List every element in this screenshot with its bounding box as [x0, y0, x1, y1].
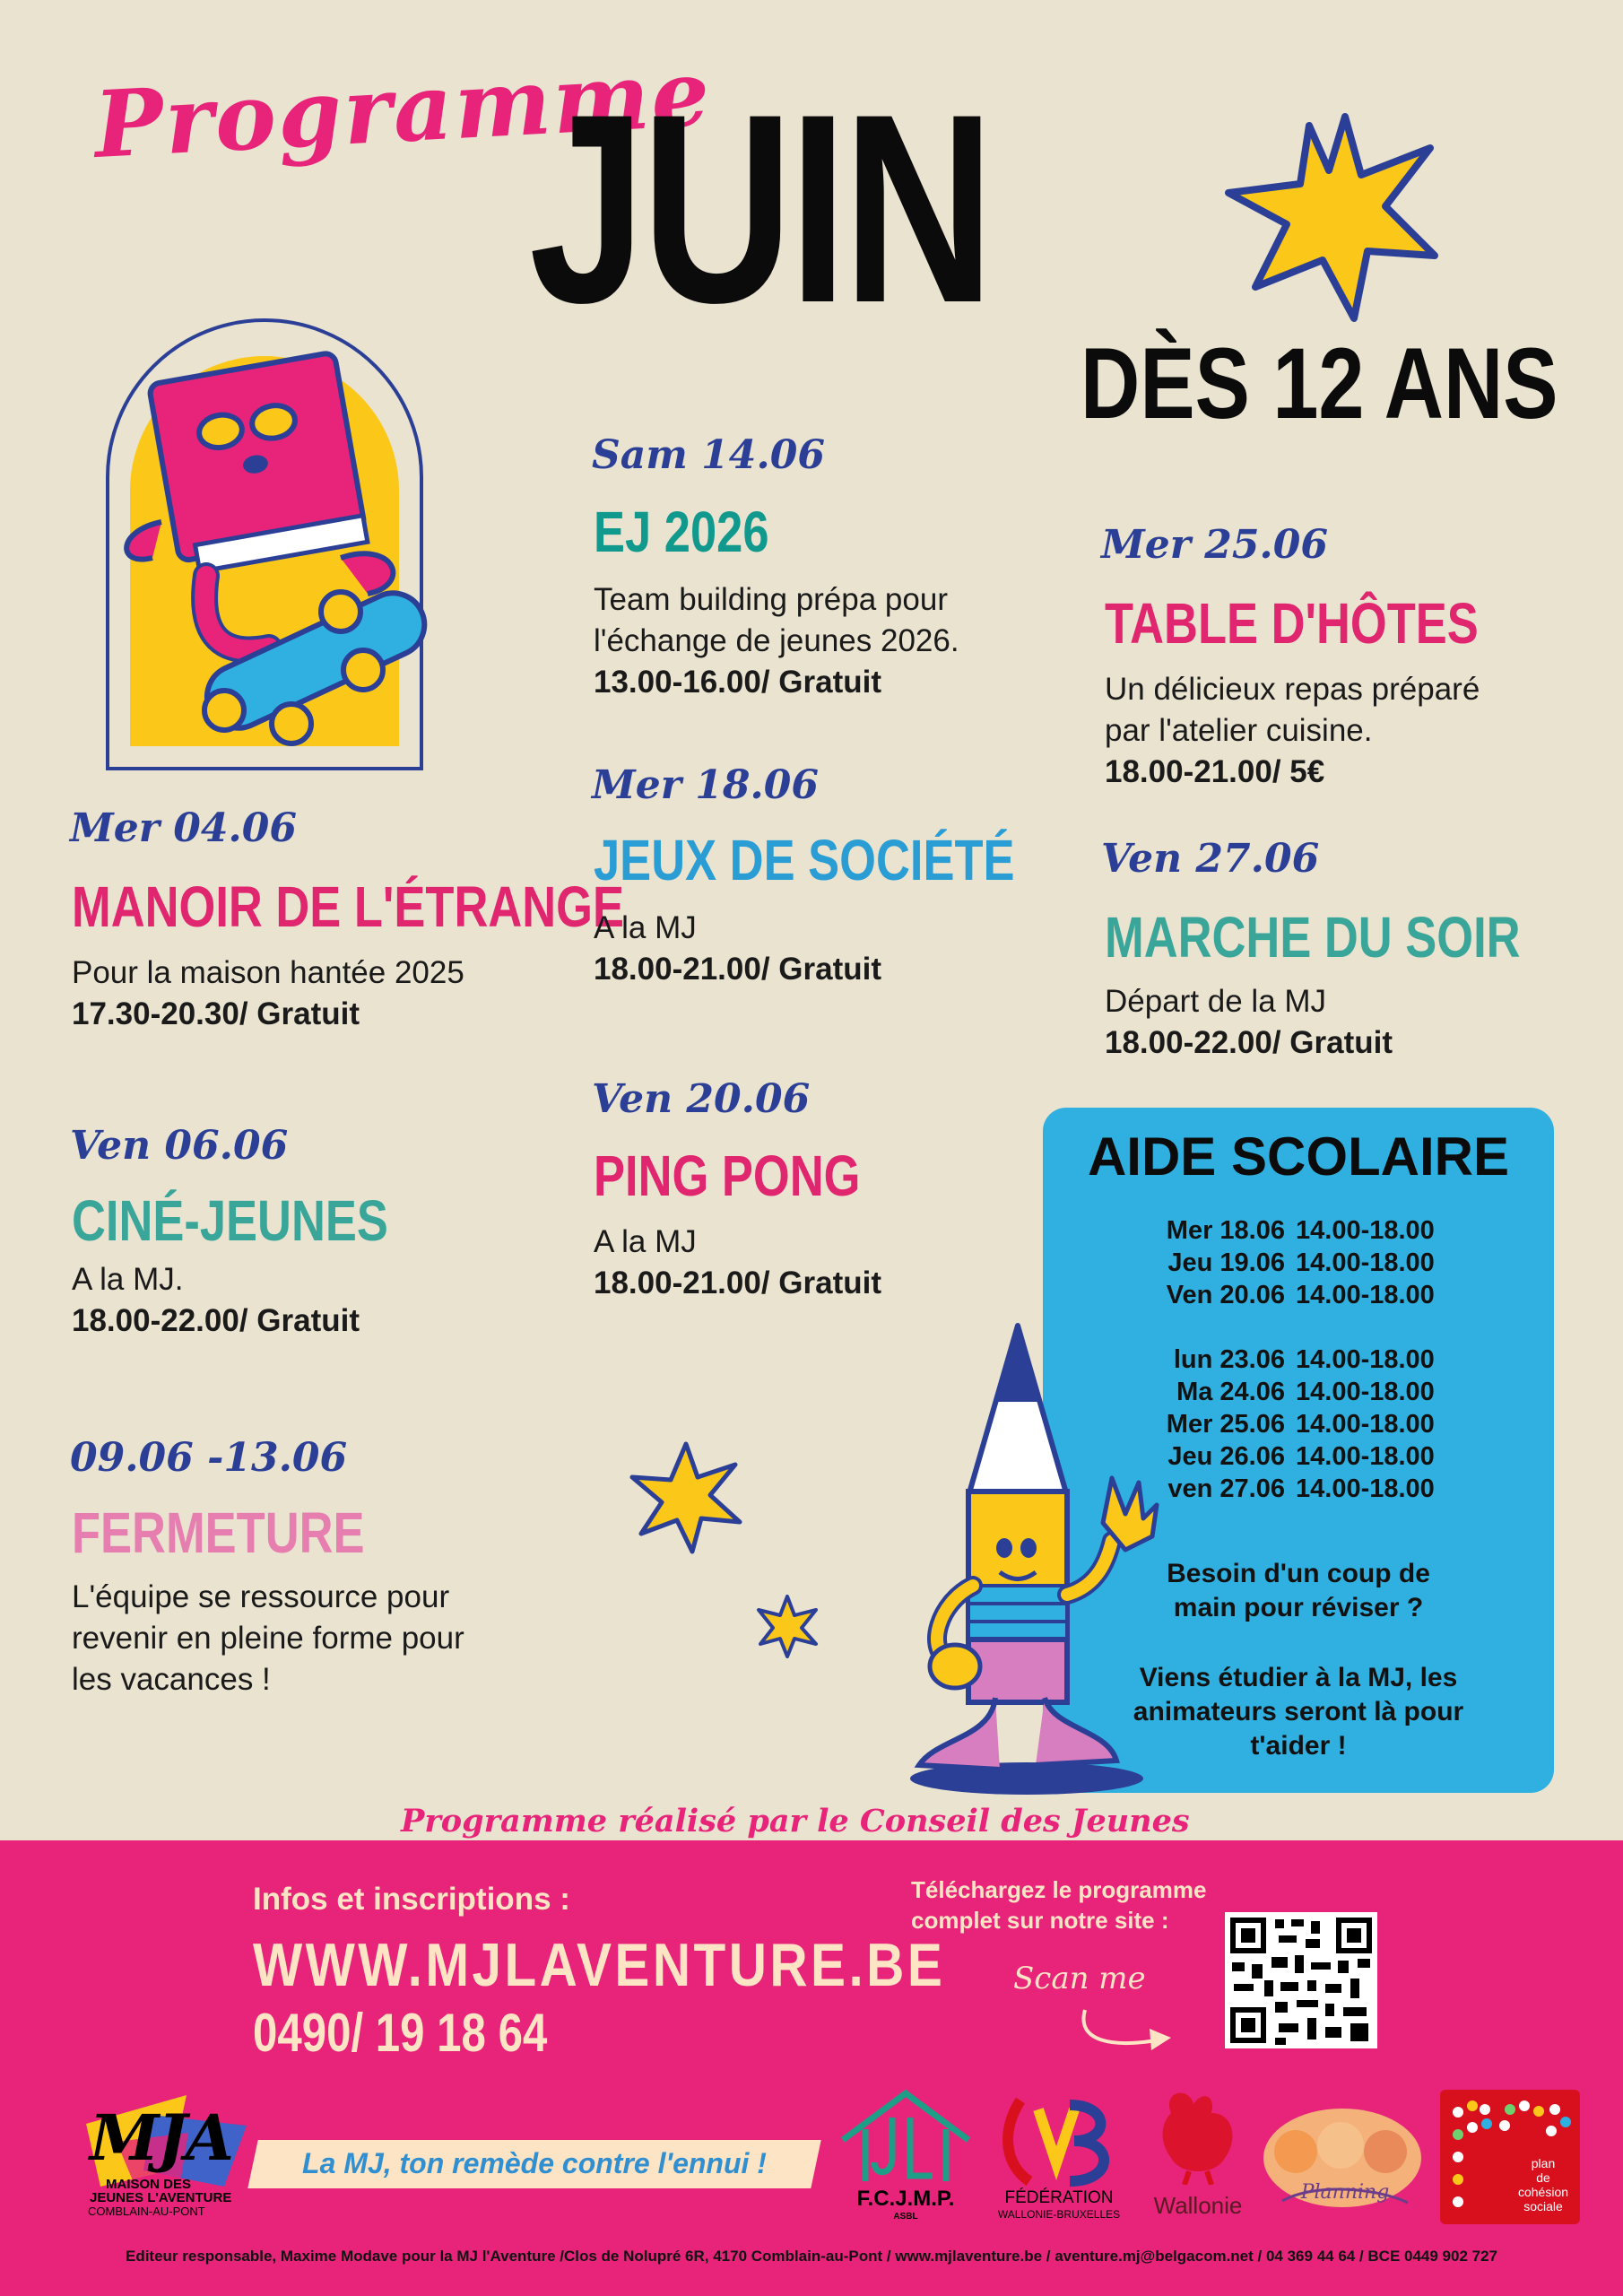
- phone-number[interactable]: 0490/ 19 18 64: [253, 2003, 548, 2063]
- homework-help-text: Besoin d'un coup de: [1167, 1559, 1430, 1588]
- mja-logo-line: JEUNES L'AVENTURE: [90, 2190, 232, 2205]
- event-date: Mer 18.06: [592, 762, 819, 808]
- infos-label: Infos et inscriptions :: [253, 1882, 570, 1917]
- event-title: MANOIR DE L'ÉTRANGE: [72, 874, 624, 939]
- fcjmp-logo-sub: ASBL: [893, 2212, 918, 2222]
- event-desc: Team building prépa pour: [594, 582, 948, 617]
- schedule-hours: 14.00-18.00: [1296, 1410, 1435, 1439]
- mja-logo-line: COMBLAIN-AU-PONT: [88, 2205, 205, 2218]
- scan-me-label: Scan me: [1013, 1961, 1146, 1996]
- federation-logo-text: WALLONIE-BRUXELLES: [997, 2208, 1121, 2221]
- tagline-text: La MJ, ton remède contre l'ennui !: [302, 2147, 767, 2179]
- schedule-day: Mer 25.06: [1166, 1410, 1285, 1439]
- mja-logo-text: MJA: [90, 2100, 232, 2175]
- mja-logo-line: MAISON DES: [106, 2177, 192, 2192]
- event-title: CINÉ-JEUNES: [72, 1188, 388, 1253]
- homework-help-text: main pour réviser ?: [1173, 1593, 1424, 1622]
- event-title: EJ 2026: [594, 500, 769, 564]
- schedule-day: ven 27.06: [1167, 1474, 1285, 1503]
- schedule-hours: 14.00-18.00: [1296, 1378, 1435, 1406]
- event-desc: Un délicieux repas préparé: [1105, 672, 1480, 707]
- federation-logo-text: FÉDÉRATION: [1004, 2188, 1114, 2207]
- pcs-logo-text: de: [1536, 2170, 1550, 2185]
- pcs-logo-text: plan: [1531, 2156, 1556, 2170]
- event-title: MARCHE DU SOIR: [1105, 905, 1521, 970]
- event-desc: Pour la maison hantée 2025: [72, 955, 464, 990]
- credit-line: Programme réalisé par le Conseil des Jeunes: [401, 1803, 1190, 1839]
- event-title: JEUX DE SOCIÉTÉ: [594, 828, 1015, 892]
- event-desc: L'équipe se ressource pour: [72, 1579, 450, 1614]
- event-desc: A la MJ.: [72, 1262, 184, 1297]
- editor-line: Editeur responsable, Maxime Modave pour la MJ l'Aventure /Clos de Nolupré 6R, 4170 Comblain-au-Pont / www.mjlaventure.be / aventure.mj@belgacom.net / 04 369 44 64 / BCE 0449 902 727: [125, 2248, 1498, 2265]
- homework-help-text: t'aider !: [1250, 1731, 1347, 1761]
- event-title: FERMETURE: [72, 1500, 365, 1565]
- fcjmp-logo: [838, 2086, 973, 2185]
- schedule-hours: 14.00-18.00: [1296, 1442, 1435, 1471]
- footer-band: [0, 1840, 1623, 2296]
- arrow-icon: [1076, 2005, 1175, 2056]
- event-desc: Départ de la MJ: [1105, 984, 1327, 1019]
- federation-logo: [1002, 2092, 1110, 2190]
- star-icon: [755, 1594, 820, 1658]
- schedule-day: Ma 24.06: [1176, 1378, 1285, 1406]
- event-info: 18.00-22.00/ Gratuit: [72, 1303, 360, 1338]
- homework-help-title: AIDE SCOLAIRE: [1087, 1126, 1510, 1187]
- wallonie-logo-text: Wallonie: [1153, 2192, 1243, 2219]
- schedule-hours: 14.00-18.00: [1296, 1248, 1435, 1277]
- planning-logo-text: Planning: [1300, 2181, 1390, 2204]
- programme-label: Programme: [91, 39, 715, 179]
- event-date: Mer 04.06: [70, 805, 297, 851]
- event-info: 17.30-20.30/ Gratuit: [72, 996, 360, 1031]
- schedule-day: Ven 20.06: [1166, 1281, 1285, 1309]
- event-info: 18.00-22.00/ Gratuit: [1105, 1025, 1393, 1060]
- event-date: Ven 06.06: [70, 1123, 289, 1169]
- schedule-hours: 14.00-18.00: [1296, 1345, 1435, 1374]
- event-date: 09.06 -13.06: [70, 1435, 348, 1481]
- event-info: 18.00-21.00/ Gratuit: [594, 952, 881, 987]
- download-text: complet sur notre site :: [911, 1907, 1169, 1934]
- pcs-logo-text: cohésion: [1517, 2185, 1569, 2199]
- schedule-hours: 14.00-18.00: [1296, 1216, 1435, 1245]
- event-info: 13.00-16.00/ Gratuit: [594, 665, 881, 700]
- event-info: 18.00-21.00/ Gratuit: [594, 1265, 881, 1300]
- event-info: 18.00-21.00/ 5€: [1105, 754, 1325, 789]
- event-desc: les vacances !: [72, 1662, 271, 1697]
- homework-help-text: animateurs seront là pour: [1133, 1697, 1464, 1726]
- homework-help-text: Viens étudier à la MJ, les: [1139, 1663, 1458, 1692]
- month-title: JUIN: [529, 57, 991, 359]
- schedule-day: lun 23.06: [1173, 1345, 1285, 1374]
- qr-code[interactable]: [1225, 1912, 1377, 2048]
- event-desc: par l'atelier cuisine.: [1105, 713, 1373, 748]
- event-desc: revenir en pleine forme pour: [72, 1621, 464, 1656]
- event-title: PING PONG: [594, 1144, 861, 1208]
- star-icon: [628, 1439, 744, 1556]
- website-link[interactable]: WWW.MJLAVENTURE.BE: [253, 1931, 946, 1999]
- book-mascot-illustration: [99, 316, 430, 773]
- rooster-icon: [1153, 2086, 1243, 2185]
- download-text: Téléchargez le programme: [911, 1876, 1207, 1903]
- event-date: Mer 25.06: [1101, 522, 1328, 568]
- event-desc: A la MJ: [594, 1224, 697, 1259]
- pencil-mascot-illustration: [883, 1317, 1188, 1801]
- event-desc: A la MJ: [594, 910, 697, 945]
- schedule-day: Jeu 19.06: [1167, 1248, 1285, 1277]
- event-date: Ven 27.06: [1101, 836, 1320, 882]
- star-icon: [1219, 108, 1444, 323]
- event-desc: l'échange de jeunes 2026.: [594, 623, 959, 658]
- age-label: DÈS 12 ANS: [1081, 327, 1558, 439]
- pcs-logo-text: sociale: [1523, 2199, 1563, 2213]
- schedule-day: Jeu 26.06: [1167, 1442, 1285, 1471]
- fcjmp-logo-text: F.C.J.M.P.: [856, 2187, 955, 2211]
- event-date: Ven 20.06: [592, 1076, 811, 1122]
- schedule-hours: 14.00-18.00: [1296, 1474, 1435, 1503]
- event-title: TABLE D'HÔTES: [1105, 591, 1479, 656]
- schedule-day: Mer 18.06: [1166, 1216, 1285, 1245]
- event-date: Sam 14.06: [592, 432, 825, 478]
- schedule-hours: 14.00-18.00: [1296, 1281, 1435, 1309]
